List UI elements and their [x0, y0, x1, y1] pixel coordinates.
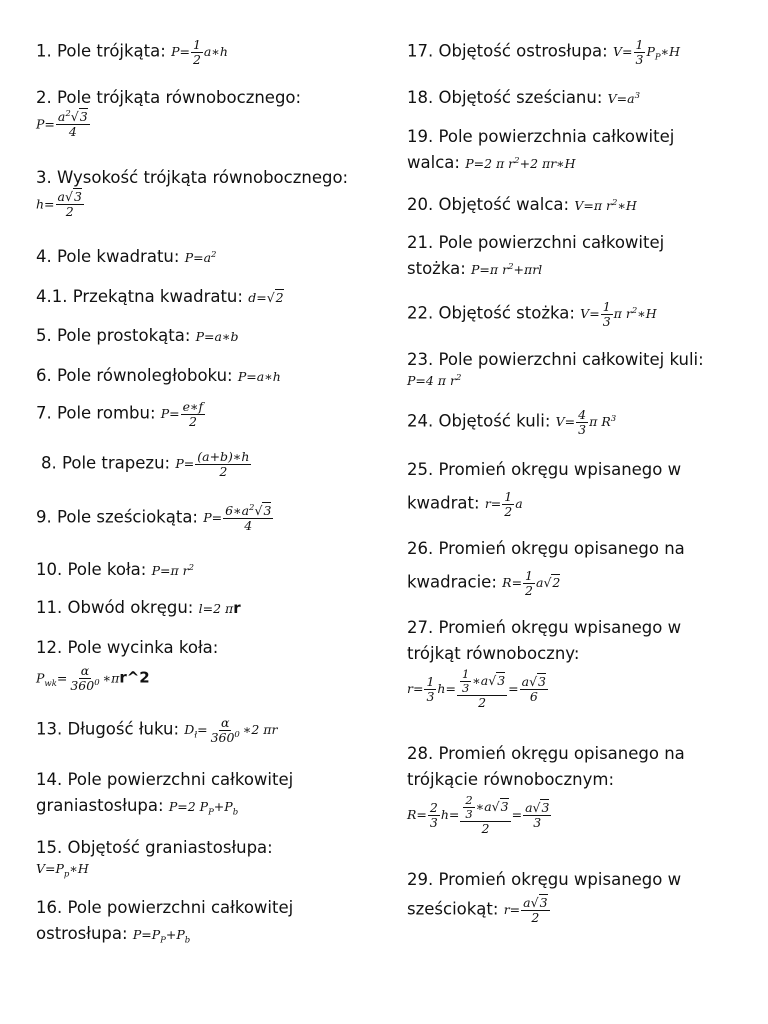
formula-label: 21. Pole powierzchni całkowitej [407, 233, 665, 252]
formula: V=π $r^2∗H$ [574, 197, 637, 213]
formula-label: 18. Objętość sześcianu: [407, 88, 603, 107]
formula-item-9 [36, 504, 274, 534]
formula-label-2: ostrosłupa: [36, 924, 128, 943]
formula-label: 9. Pole sześciokąta: [36, 507, 198, 527]
formula: P= $\frac{a^2√3}{4}$ [36, 108, 88, 140]
formula-item-28 [407, 742, 685, 837]
formula-item-19 [407, 125, 674, 176]
formula-item-17 [407, 38, 680, 68]
formula: P=2 $P_P+P_b$ [168, 799, 239, 818]
formula-item-24 [407, 408, 616, 438]
formula-item-4 [36, 245, 216, 270]
formula-label: 4. Pole kwadratu: [36, 247, 180, 266]
formula-label: 23. Pole powierzchni całkowitej kuli: [407, 350, 704, 369]
formula-label: 4.1. Przekątna kwadratu: [36, 287, 243, 306]
formula-label: 7. Pole rombu: [36, 403, 156, 423]
formula-item-22 [407, 300, 657, 330]
formula-label-2: sześciokąt: [407, 899, 499, 919]
formula: r= $\frac{a√3}{2}$ [503, 895, 548, 926]
formula: P= $\frac{6∗a^2√3}{4}$ [203, 502, 272, 534]
formula: d=√2 [248, 290, 284, 305]
formula-label: 20. Objętość walca: [407, 195, 570, 214]
formula-item-27 [407, 616, 681, 711]
formula-label-2: stożka: [407, 259, 466, 278]
formula-item-11 [36, 596, 241, 621]
formula-label: 8. Pole trapezu: [41, 453, 171, 473]
formula-item-1 [36, 38, 228, 68]
formula: P=a∗b [195, 329, 239, 344]
formula-label: 5. Pole prostokąta: [36, 326, 191, 345]
formula-label: 17. Objętość ostrosłupa: [407, 41, 608, 61]
formula-item-23 [407, 348, 704, 390]
formula-label: 14. Pole powierzchni całkowitej [36, 770, 294, 789]
formula-item-20 [407, 193, 637, 218]
formula-item-2 [36, 86, 301, 140]
formula: V= $\frac{1}{3}$ $P_P∗H$ [612, 37, 681, 68]
formula-label: 27. Promień okręgu wpisanego w [407, 618, 682, 637]
formula: P=4 π $r^2$ [407, 372, 462, 388]
formula-item-13 [36, 716, 277, 746]
formula: $P=P_P+P_b$ [132, 927, 191, 946]
formula: P= $\frac{(a+b)∗h}{2}$ [175, 449, 250, 480]
formula: R= $\frac{1}{2}$ a√2 [502, 568, 561, 599]
formula-label: 1. Pole trójkąta: [36, 41, 166, 61]
formula-item-16 [36, 896, 293, 947]
formula: P= $\frac{e∗f}{2}$ [160, 399, 204, 430]
formula-item-12 [36, 636, 218, 694]
formula-item-6 [36, 364, 281, 389]
formula: P= $\frac{1}{2}$ a∗h [171, 37, 228, 68]
formula: R= $\frac{2}{3}$ h= $\frac{2}{3}$ ∗a√3 2 = $\frac{a√3}{3}$ [407, 793, 550, 837]
formula: l=2 πr [198, 599, 241, 617]
formula-label: 28. Promień okręgu opisanego na [407, 744, 685, 763]
formula-item-26 [407, 537, 685, 599]
formula-label: 6. Pole równoległoboku: [36, 366, 233, 385]
formula: P=π $r^2+\pi rl$ [471, 261, 543, 277]
formula-label: 26. Promień okręgu opisanego na [407, 539, 685, 558]
formula-item-15 [36, 836, 273, 878]
formula-item-29 [407, 868, 681, 926]
formula-label: 3. Wysokość trójkąta równobocznego: [36, 168, 349, 187]
formula-label: 25. Promień okręgu wpisanego w [407, 460, 682, 479]
formula: r= $\frac{1}{2}$ a [484, 489, 523, 520]
formula: V= $\frac{1}{3}$ π $r^2∗H$ [580, 299, 657, 330]
formula-item-5 [36, 324, 238, 349]
formula: $P=a^2$ [184, 249, 217, 265]
formula-label: 13. Długość łuku: [36, 719, 180, 739]
formula-item-3 [36, 166, 348, 220]
formula: V= $\frac{4}{3}$ π $R^3$ [555, 407, 617, 438]
formula-label: 12. Pole wycinka koła: [36, 638, 219, 657]
formula-item-8 [41, 450, 252, 480]
formula: $V=P_p∗H$ [36, 861, 89, 880]
formula-label: 29. Promień okręgu wpisanego w [407, 870, 682, 889]
formula-item-25 [407, 458, 681, 520]
formula: r= $\frac{1}{3}$ h= $\frac{1}{3}$ ∗a√3 2 = $\frac{a√3}{6}$ [407, 667, 546, 711]
formula: P=π $r^2$ [151, 562, 195, 578]
formula-item-14 [36, 768, 293, 819]
formula-item-7 [36, 400, 206, 430]
formula-suffix: r^2 [119, 668, 150, 687]
formula: $D_ł=$ $\frac{\alpha}{360^0}$ ∗2 πr [184, 715, 278, 746]
formula-label-2: kwadracie: [407, 572, 497, 592]
formula-label-2: trójkąt równoboczny: [407, 644, 580, 663]
formula-label: 10. Pole koła: [36, 560, 147, 579]
formula-label-2: trójkącie równobocznym: [407, 770, 615, 789]
formula-label-2: walca: [407, 153, 460, 172]
formula: P=2 π $r^2+2$ πr∗H [465, 155, 576, 171]
formula: h= $\frac{a√3}{2}$ [36, 189, 82, 220]
formula-item-21 [407, 231, 664, 282]
formula-item-18 [407, 86, 640, 111]
formula-label: 16. Pole powierzchni całkowitej [36, 898, 294, 917]
formula-label: 15. Objętość graniastosłupa: [36, 838, 273, 857]
formula-label-2: kwadrat: [407, 493, 480, 513]
formula-suffix: r [233, 599, 241, 617]
formula-label: 22. Objętość stożka: [407, 303, 575, 323]
formula-label: 11. Obwód okręgu: [36, 598, 194, 617]
formula-label-2: graniastosłupa: [36, 796, 164, 815]
formula: $P_{wk}=$ $\frac{\alpha}{360^0}$ ∗πr^2 [36, 663, 150, 694]
formula-label: 2. Pole trójkąta równobocznego: [36, 88, 302, 107]
formula-label: 24. Objętość kuli: [407, 411, 551, 431]
formula: $V=a^3$ [607, 90, 641, 106]
formula-item-10 [36, 558, 194, 583]
formula-label: 19. Pole powierzchnia całkowitej [407, 127, 675, 146]
formula: P=a∗h [237, 369, 281, 384]
formula-item-4-1 [36, 285, 284, 310]
